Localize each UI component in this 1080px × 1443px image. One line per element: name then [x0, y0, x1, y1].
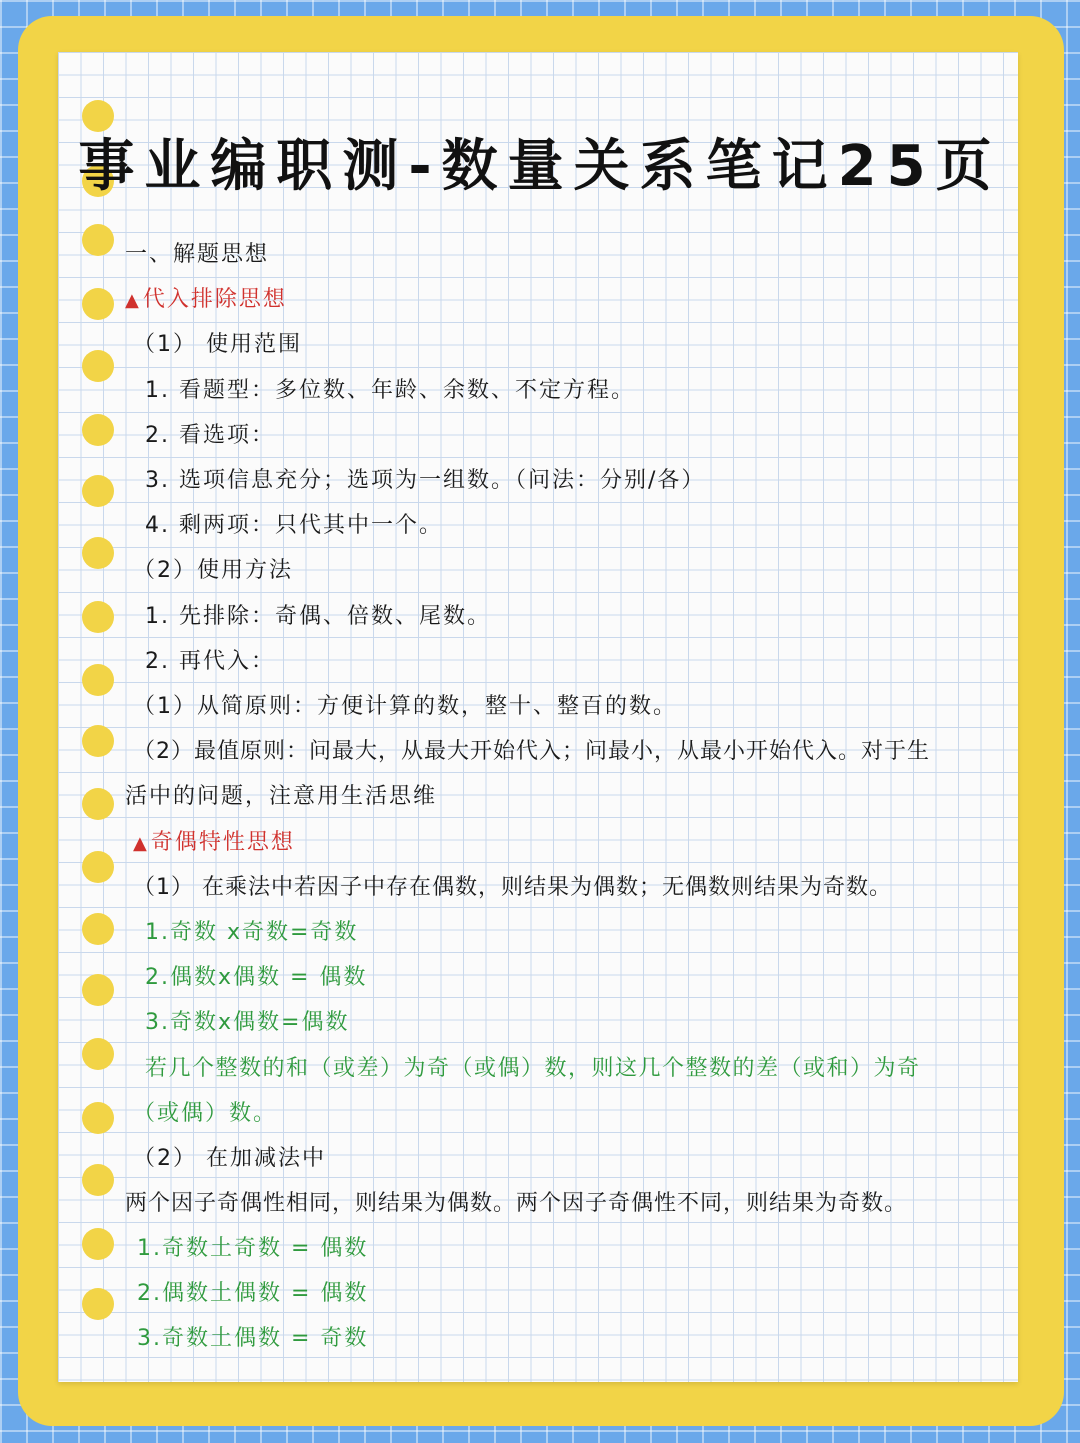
binder-hole — [82, 788, 114, 820]
note-line: （1）从简原则：方便计算的数，整十、整百的数。 — [133, 694, 677, 719]
binder-hole — [82, 1288, 114, 1320]
green-note-line: （或偶）数。 — [133, 1101, 278, 1126]
note-line: 4. 剩两项：只代其中一个。 — [145, 513, 443, 538]
note-line: 1. 先排除：奇偶、倍数、尾数。 — [145, 604, 491, 629]
binder-hole — [82, 350, 114, 382]
binder-hole — [82, 974, 114, 1006]
binder-hole — [82, 601, 114, 633]
note-line: （2）最值原则：问最大，从最大开始代入；问最小，从最小开始代入。对于生 — [133, 739, 930, 764]
subsection-label: 代入排除思想 — [142, 287, 287, 312]
binder-hole — [82, 664, 114, 696]
binder-hole — [82, 288, 114, 320]
subsection-heading — [125, 285, 287, 316]
section-heading: 一、解题思想 — [125, 242, 270, 267]
note-line: （1） 使用范围 — [133, 332, 302, 357]
triangle-icon: ▲ — [133, 833, 149, 854]
note-line: 2. 看选项： — [145, 423, 275, 448]
binder-hole — [82, 1164, 114, 1196]
note-line: 3. 选项信息充分；选项为一组数。（问法：分别/各） — [145, 468, 706, 493]
binder-hole — [82, 224, 114, 256]
binder-hole — [82, 414, 114, 446]
green-note-line: 3.奇数x偶数=偶数 — [145, 1010, 350, 1035]
binder-hole — [82, 537, 114, 569]
green-note-line: 1.奇数土奇数 = 偶数 — [137, 1236, 369, 1261]
binder-hole — [82, 913, 114, 945]
note-line: （2） 在加减法中 — [133, 1146, 326, 1171]
binder-hole — [82, 851, 114, 883]
binder-hole — [82, 725, 114, 757]
green-note-line: 2.偶数x偶数 = 偶数 — [145, 965, 368, 990]
binder-hole — [82, 1228, 114, 1260]
note-line: 1. 看题型：多位数、年龄、余数、不定方程。 — [145, 378, 635, 403]
binder-hole — [82, 1102, 114, 1134]
binder-hole — [82, 475, 114, 507]
binder-hole — [82, 1038, 114, 1070]
green-note-line: 若几个整数的和（或差）为奇（或偶）数，则这几个整数的差（或和）为奇 — [145, 1056, 921, 1081]
note-line: （1） 在乘法中若因子中存在偶数，则结果为偶数；无偶数则结果为奇数。 — [133, 875, 892, 900]
note-line: 两个因子奇偶性相同，则结果为偶数。两个因子奇偶性不同，则结果为奇数。 — [125, 1191, 908, 1216]
green-note-line: 2.偶数土偶数 = 偶数 — [137, 1281, 369, 1306]
page-title: 事业编职测-数量关系笔记25页 — [78, 134, 1002, 199]
subsection-heading — [133, 828, 295, 859]
green-note-line: 3.奇数土偶数 = 奇数 — [137, 1326, 369, 1351]
green-note-line: 1.奇数 x奇数=奇数 — [145, 920, 359, 945]
note-line: 2. 再代入： — [145, 649, 275, 674]
note-line: 活中的问题，注意用生活思维 — [125, 784, 438, 809]
note-line: （2）使用方法 — [133, 558, 293, 583]
triangle-icon: ▲ — [125, 290, 141, 311]
subsection-label: 奇偶特性思想 — [150, 830, 295, 855]
